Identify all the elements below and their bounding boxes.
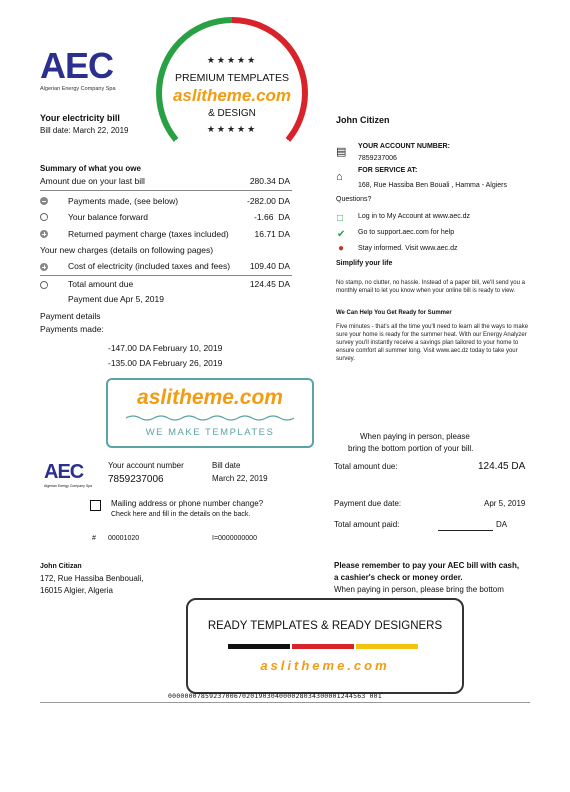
balance-row — [68, 212, 290, 222]
last-bill-row — [40, 176, 290, 186]
last-bill-amount: 280.34 DA — [249, 176, 290, 186]
minus-circle-icon — [40, 197, 48, 205]
ready-brand: aslitheme.com — [260, 658, 390, 673]
flag-bar-black — [228, 644, 290, 649]
stub-total-label: Total amount due: — [334, 462, 398, 471]
paid-blank-line[interactable] — [438, 530, 493, 531]
informed-link[interactable]: Stay informed. Visit www.aec.dz — [358, 245, 458, 252]
simplify-heading: Simplify your life — [336, 260, 393, 267]
total-row — [68, 279, 290, 289]
info-icon: ● — [338, 243, 345, 254]
stub-address-2: 16015 Algier, Algeria — [40, 586, 113, 595]
total-label: Total amount due — [68, 279, 134, 289]
stub-logo: AEC — [44, 461, 84, 483]
customer-name: John Citizen — [336, 115, 390, 125]
divider — [40, 190, 292, 191]
support-link[interactable]: Go to support.aec.com for help — [358, 229, 455, 236]
stub-account-label: Your account number — [108, 461, 184, 470]
stub-account-number: 7859237006 — [108, 474, 164, 485]
stub-total-value: 124.45 DA — [478, 461, 526, 472]
account-number-label: YOUR ACCOUNT NUMBER: — [358, 143, 450, 150]
stub-address-1: 172, Rue Hassiba Benbouali, — [40, 574, 144, 583]
check-icon: ✔ — [337, 229, 346, 240]
stub-paid-unit: DA — [496, 520, 508, 529]
company-logo-subtitle: Algerian Energy Company Spa — [40, 86, 116, 92]
wave-decoration — [126, 414, 294, 422]
payments-amount: -282.00 DA — [247, 196, 290, 206]
payments-label: Payments made, (see below) — [68, 196, 179, 206]
summer-heading: We Can Help You Get Ready for Summer — [336, 310, 452, 316]
payment-due: Payment due Apr 5, 2019 — [68, 294, 164, 304]
bill-title: Your electricity bill — [40, 113, 120, 123]
badge-tagline: WE MAKE TEMPLATES — [145, 427, 275, 438]
premium-watermark — [156, 17, 308, 169]
payment-entry: -147.00 DA February 10, 2019 — [108, 343, 223, 353]
stub-paid-label: Total amount paid: — [334, 520, 400, 529]
simplify-text: No stamp, no clutter, no hassle. Instead of a paper bill, we'll send you a monthly email to let you know when your online bill is ready to view. — [336, 280, 525, 294]
stub-name: John Citizan — [40, 563, 82, 570]
payment-details-label: Payment details — [40, 311, 101, 321]
in-person-line1: When paying in person, please — [360, 432, 470, 441]
summary-heading: Summary of what you owe — [40, 164, 141, 173]
house-icon: ⌂ — [336, 171, 343, 183]
ready-text: READY TEMPLATES & READY DESIGNERS — [207, 620, 443, 632]
hash-symbol: # — [92, 535, 96, 542]
account-number: 7859237006 — [358, 155, 397, 162]
chat-icon: □ — [337, 213, 344, 224]
payments-made-label: Payments made: — [40, 324, 104, 334]
balance-circle-icon — [40, 213, 48, 221]
remember-line3: When paying in person, please bring the bottom — [334, 585, 504, 594]
in-person-line2: bring the bottom portion of your bill. — [348, 444, 474, 453]
divider — [40, 275, 292, 276]
balance-label: Your balance forward — [68, 212, 149, 222]
watermark-brand: aslitheme.com — [172, 86, 292, 105]
flag-bar-yellow — [356, 644, 418, 649]
bottom-divider — [40, 702, 530, 703]
flag-bar-red — [292, 644, 354, 649]
ready-templates-watermark — [186, 598, 464, 694]
questions-label: Questions? — [336, 196, 372, 203]
stub-code-2: I=0000000000 — [212, 535, 257, 542]
cost-label: Cost of electricity (included taxes and fees) — [68, 261, 231, 271]
login-link[interactable]: Log in to My Account at www.aec.dz — [358, 213, 471, 220]
stars-bottom: ★★★★★ — [206, 124, 258, 134]
returned-row — [68, 229, 290, 239]
aslitheme-badge — [106, 378, 314, 448]
balance-amount: -1.66 DA — [254, 212, 290, 222]
equals-circle-icon — [40, 281, 48, 289]
payments-row — [68, 196, 290, 206]
premium-text: PREMIUM TEMPLATES — [175, 72, 289, 84]
plus-circle-icon — [40, 230, 48, 238]
badge-brand: aslitheme.com — [137, 386, 283, 409]
remember-line1: Please remember to pay your AEC bill with cash, — [334, 561, 520, 570]
total-amount: 124.45 DA — [249, 279, 290, 289]
cost-amount: 109.40 DA — [249, 261, 290, 271]
plus-circle-icon — [40, 263, 48, 271]
summer-text: Five minutes - that's all the time you'll need to learn all the ways to make sure your home is ready for the summer heat. With our Energy Analyzer survey you'll instantly receive a savings plan tailored to your home to ensure comfort all summer long. Visit www.aec.dz today to take your survey. — [336, 324, 529, 362]
returned-label: Returned payment charge (taxes included) — [68, 229, 229, 239]
payment-entry: -135.00 DA February 26, 2019 — [108, 358, 223, 368]
barcode-number: 00000007859237006702019030400002803430000124456З 001 — [168, 692, 382, 700]
stub-due-label: Payment due date: — [334, 499, 402, 508]
stub-due-value: Apr 5, 2019 — [484, 499, 526, 508]
mailing-sub: Check here and fill in the details on the back. — [111, 511, 251, 518]
mailing-label: Mailing address or phone number change? — [111, 499, 264, 508]
address-change-checkbox[interactable] — [90, 500, 101, 511]
stub-logo-subtitle: Algerian Energy Company Spa — [44, 484, 93, 488]
service-label: FOR SERVICE AT: — [358, 167, 418, 174]
cost-row — [68, 261, 290, 271]
new-charges-label: Your new charges (details on following pages) — [40, 245, 214, 255]
stub-date-value: March 22, 2019 — [212, 474, 268, 483]
folder-icon: ▤ — [336, 146, 347, 158]
stub-code-1: 00001020 — [108, 535, 140, 542]
service-address: 168, Rue Hassiba Ben Bouali , Hamma - Algiers — [358, 182, 508, 189]
stub-date-label: Bill date — [212, 461, 241, 470]
last-bill-label: Amount due on your last bill — [40, 176, 145, 186]
returned-amount: 16.71 DA — [254, 229, 290, 239]
design-text: & DESIGN — [208, 108, 256, 119]
company-logo: AEC — [40, 45, 114, 86]
bill-date: Bill date: March 22, 2019 — [40, 126, 129, 135]
stars-top: ★★★★★ — [206, 55, 258, 65]
remember-line2: a cashier's check or money order. — [334, 573, 463, 582]
